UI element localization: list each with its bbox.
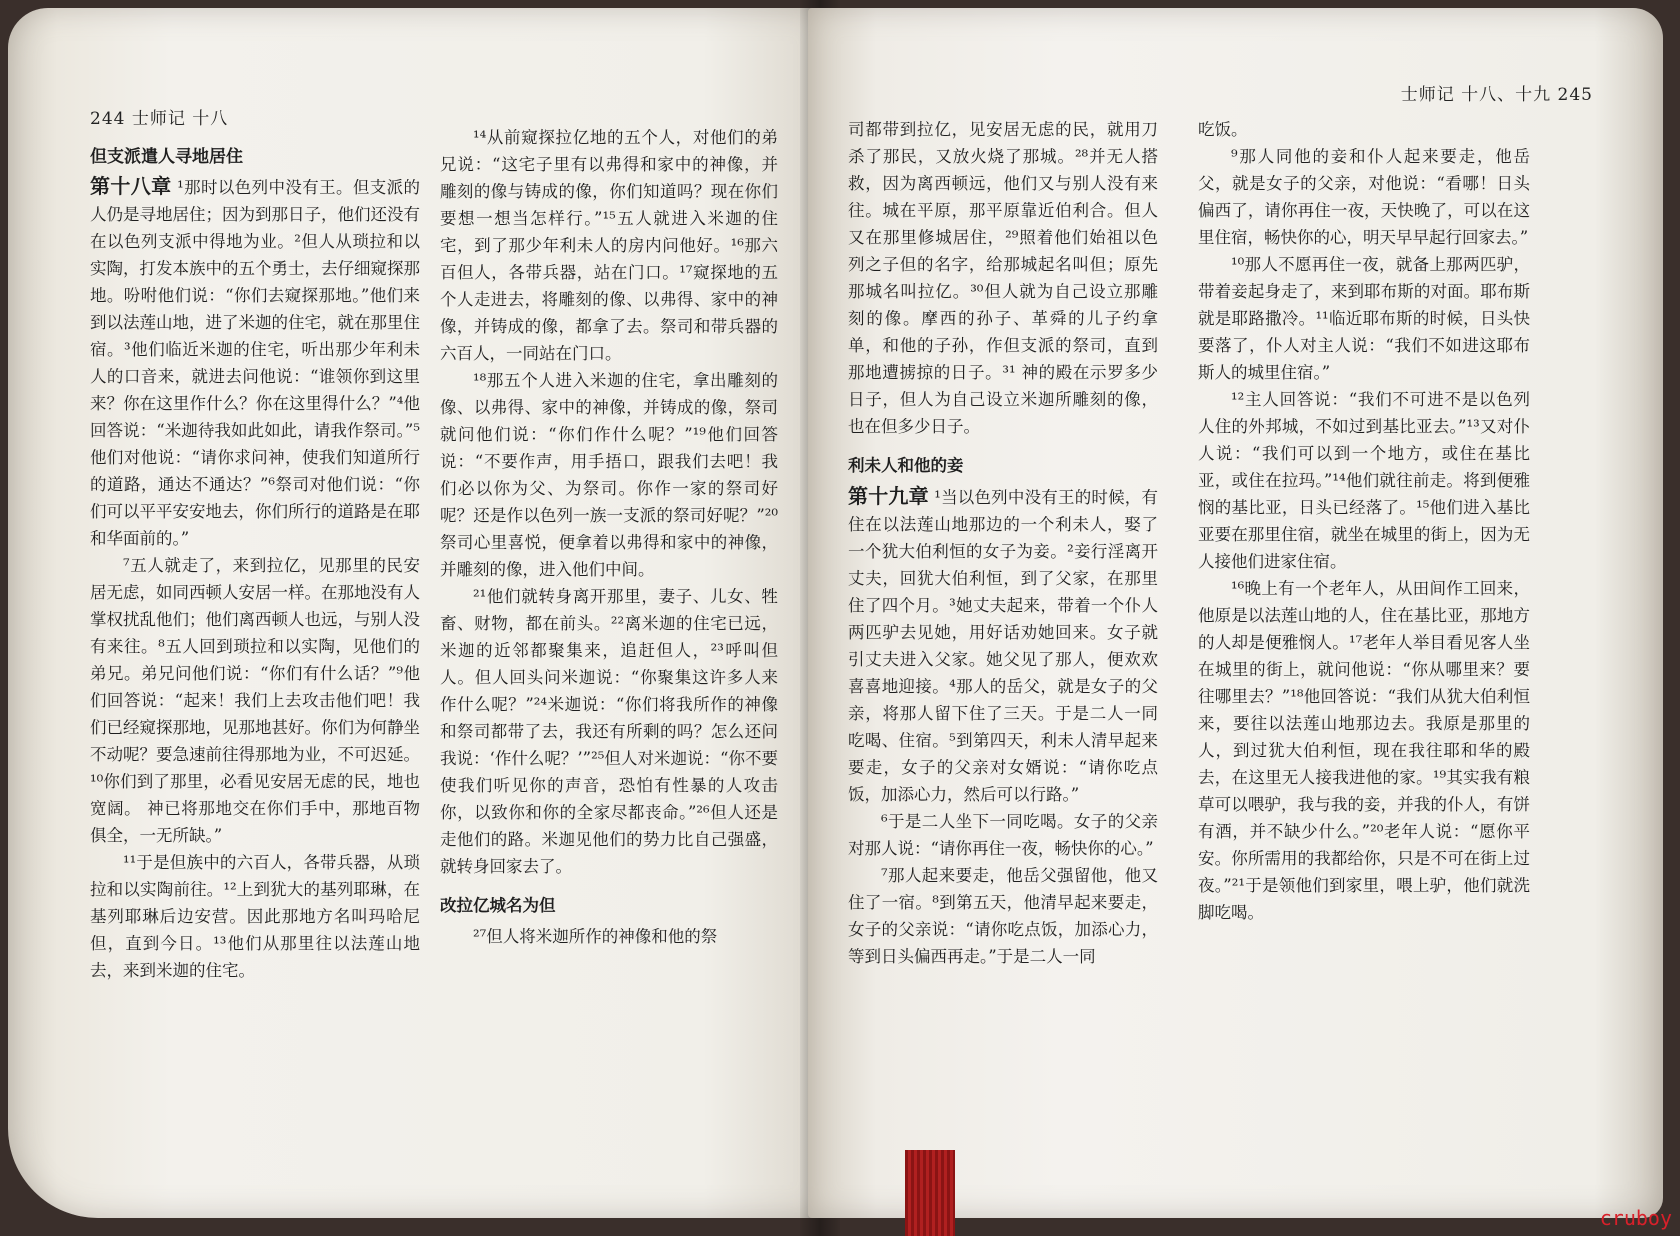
paragraph-text: ¹那时以色列中没有王。但支派的人仍是寻地居住；因为到那日子，他们还没有在以色列支派中得地为业。²但人从琐拉和以实陶，打发本族中的五个勇士，去仔细窥探那地。吩咐他们说：“你们去窥探那地。”他们来到以法莲山地，进了米迦的住宅，就在那里住宿。³他们临近米迦的住宅，听出那少年利未人的口音来，就进去问他说：“谁领你到这里来？你在这里作什么？你在这里得什么？”⁴他回答说：“米迦待我如此如此，请我作祭司。”⁵他们对他说：“请你求问神，使我们知道所行的道路，通达不通达？”⁶祭司对他们说：“你们可以平平安安地去，你们所行的道路是在耶和华面前的。”: [90, 178, 420, 548]
chapter-marker: 第十九章: [848, 484, 929, 508]
section-heading: 但支派遣人寻地居住: [90, 147, 243, 167]
watermark: cruboy: [1599, 1206, 1672, 1230]
section-heading: 利未人和他的妾: [848, 456, 964, 475]
left-page-header: 244 士师记 十八: [90, 109, 229, 129]
paragraph: [848, 483, 1158, 808]
paragraph: ¹⁴从前窥探拉亿地的五个人，对他们的弟兄说：“这宅子里有以弗得和家中的神像，并雕刻的像与铸成的像，你们知道吗？现在你们要想一想当怎样行。”¹⁵五人就进入米迦的住宅，到了那少年利未人的房内问他好。¹⁶那六百但人，各带兵器，站在门口。¹⁷窥探地的五个人走进去，将雕刻的像、以弗得、家中的神像，并铸成的像，都拿了去。祭司和带兵器的六百人，一同站在门口。: [440, 128, 778, 363]
paragraph: ⁹那人同他的妾和仆人起来要走，他岳父，就是女子的父亲，对他说：“看哪！日头偏西了，请你再住一夜，天快晚了，可以在这里住宿，畅快你的心，明天早早起行回家去。”: [1198, 147, 1530, 247]
left-page-column-2: [440, 124, 778, 950]
right-page-column-2: [1198, 116, 1530, 926]
section-heading: 改拉亿城名为但: [440, 896, 556, 915]
right-page-column-1: [848, 116, 1158, 970]
left-page: [8, 8, 826, 1218]
right-page-header: 士师记 十八、十九 245: [1400, 85, 1593, 105]
paragraph: ²⁷但人将米迦所作的神像和他的祭: [473, 927, 718, 946]
paragraph: ⁷那人起来要走，他岳父强留他，他又住了一宿。⁸到第五天，他清早起来要走，女子的父亲说：“请你吃点饭，加添心力，等到日头偏西再走。”于是二人一同: [848, 866, 1158, 966]
paragraph: ⁶于是二人坐下一同吃喝。女子的父亲对那人说：“请你再住一夜，畅快你的心。”: [848, 812, 1158, 858]
paragraph: ¹¹于是但族中的六百人，各带兵器，从琐拉和以实陶前往。¹²上到犹大的基列耶琳，在基列耶琳后边安营。因此那地方名叫玛哈尼但，直到今日。¹³他们从那里往以法莲山地去，来到米迦的住宅。: [90, 853, 420, 980]
paragraph: 吃饭。: [1198, 120, 1248, 139]
paragraph: ¹⁶晚上有一个老年人，从田间作工回来，他原是以法莲山地的人，住在基比亚，那地方的人却是便雅悯人。¹⁷老年人举目看见客人坐在城里的街上，就问他说：“你从哪里来？要往哪里去？”¹⁸他回答说：“我们从犹大伯利恒来，要往以法莲山地那边去。我原是那里的人，到过犹大伯利恒，现在我往耶和华的殿去，在这里无人接我进他的家。¹⁹其实我有粮草可以喂驴，我与我的妾，并我的仆人，有饼有酒，并不缺少什么。”²⁰老年人说：“愿你平安。你所需用的我都给你，只是不可在街上过夜。”²¹于是领他们到家里，喂上驴，他们就洗脚吃喝。: [1198, 579, 1530, 922]
right-page: [808, 8, 1663, 1218]
paragraph: ⁷五人就走了，来到拉亿，见那里的民安居无虑，如同西顿人安居一样。在那地没有人掌权扰乱他们；他们离西顿人也远，与别人没有来往。⁸五人回到琐拉和以实陶，见他们的弟兄。弟兄问他们说：“你们有什么话？”⁹他们回答说：“起来！我们上去攻击他们吧！我们已经窥探那地，见那地甚好。你们为何静坐不动呢？要急速前往得那地为业，不可迟延。¹⁰你们到了那里，必看见安居无虑的民，地也宽阔。 神已将那地交在你们手中，那地百物俱全，一无所缺。”: [90, 556, 420, 845]
paragraph: ¹⁸那五个人进入米迦的住宅，拿出雕刻的像、以弗得、家中的神像，并铸成的像，祭司就问他们说：“你们作什么呢？”¹⁹他们回答说：“不要作声，用手捂口，跟我们去吧！我们必以你为父、为祭司。你作一家的祭司好呢？还是作以色列一族一支派的祭司好呢？”²⁰祭司心里喜悦，便拿着以弗得和家中的神像，并雕刻的像，进入他们中间。: [440, 371, 778, 579]
chapter-marker: 第十八章: [90, 174, 172, 198]
left-page-column-1: [90, 144, 420, 984]
paragraph: ¹⁰那人不愿再住一夜，就备上那两匹驴，带着妾起身走了，来到耶布斯的对面。耶布斯就是耶路撒冷。¹¹临近耶布斯的时候，日头快要落了，仆人对主人说：“我们不如进这耶布斯人的城里住宿。”: [1198, 255, 1530, 382]
paragraph: 司都带到拉亿，见安居无虑的民，就用刀杀了那民，又放火烧了那城。²⁸并无人搭救，因为离西顿远，他们又与别人没有来往。城在平原，那平原靠近伯利合。但人又在那里修城居住，²⁹照着他们始祖以色列之子但的名字，给那城起名叫但；原先那城名叫拉亿。³⁰但人就为自己设立那雕刻的像。摩西的孙子、革舜的儿子约拿单，和他的子孙，作但支派的祭司，直到那地遭掳掠的日子。³¹ 神的殿在示罗多少日子，但人为自己设立米迦所雕刻的像，也在但多少日子。: [848, 120, 1158, 436]
paragraph: ¹²主人回答说：“我们不可进不是以色列人住的外邦城，不如过到基比亚去。”¹³又对仆人说：“我们可以到一个地方，或住在基比亚，或住在拉玛。”¹⁴他们就往前走。将到便雅悯的基比亚，日头已经落了。¹⁵他们进入基比亚要在那里住宿，就坐在城里的街上，因为无人接他们进家住宿。: [1198, 390, 1530, 571]
paragraph-text: ¹当以色列中没有王的时候，有住在以法莲山地那边的一个利未人，娶了一个犹大伯利恒的女子为妾。²妾行淫离开丈夫，回犹大伯利恒，到了父家，在那里住了四个月。³她丈夫起来，带着一个仆人两匹驴去见她，用好话劝她回来。女子就引丈夫进入父家。她父见了那人，便欢欢喜喜地迎接。⁴那人的岳父，就是女子的父亲，将那人留下住了三天。于是二人一同吃喝、住宿。⁵到第四天，利未人清早起来要走，女子的父亲对女婿说：“请你吃点饭，加添心力，然后可以行路。”: [848, 488, 1158, 804]
bookmark-ribbon: [905, 1150, 955, 1236]
paragraph: ²¹他们就转身离开那里，妻子、儿女、牲畜、财物，都在前头。²²离米迦的住宅已远，米迦的近邻都聚集来，追赶但人，²³呼叫但人。但人回头问米迦说：“你聚集这许多人来作什么呢？”²⁴米迦说：“你们将我所作的神像和祭司都带了去，我还有所剩的吗？怎么还问我说：‘作什么呢？’”²⁵但人对米迦说：“你不要使我们听见你的声音，恐怕有性暴的人攻击你，以致你和你的全家尽都丧命。”²⁶但人还是走他们的路。米迦见他们的势力比自己强盛，就转身回家去了。: [440, 587, 778, 876]
paragraph: [90, 173, 420, 552]
